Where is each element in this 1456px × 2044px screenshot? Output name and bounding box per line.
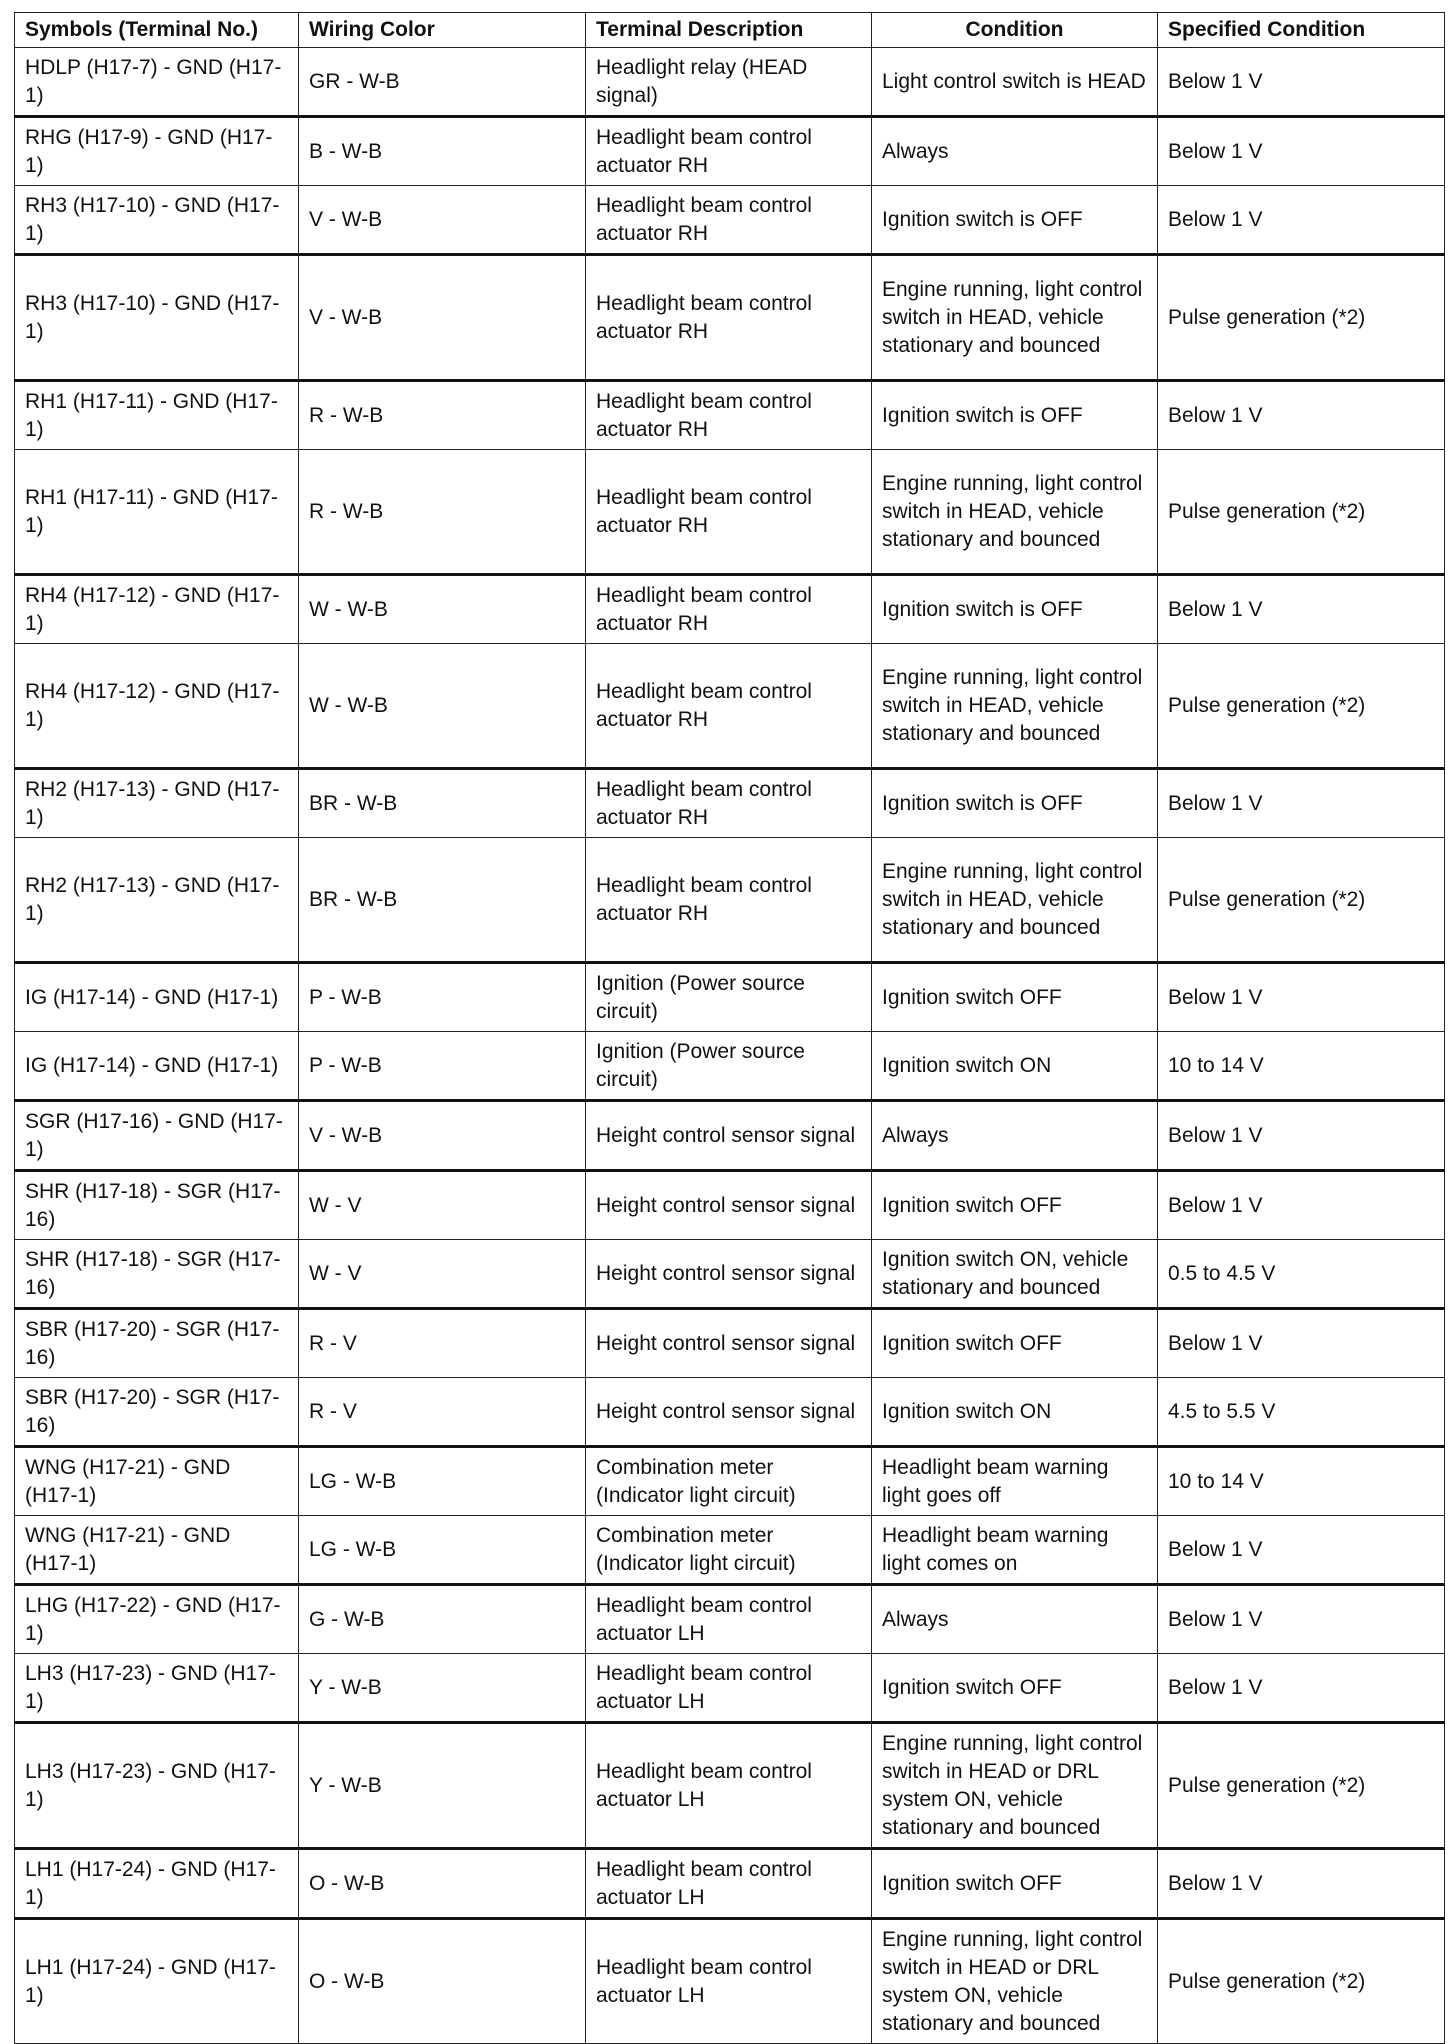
terminal-description-cell: Height control sensor signal bbox=[586, 1378, 872, 1447]
terminal-description-cell: Combination meter (Indicator light circuit) bbox=[586, 1516, 872, 1585]
terminal-description-cell: Height control sensor signal bbox=[586, 1240, 872, 1309]
condition-cell: Ignition switch is OFF bbox=[872, 575, 1158, 644]
symbols-cell: LH3 (H17-23) - GND (H17-1) bbox=[15, 1654, 299, 1723]
wiring-color-cell: P - W-B bbox=[299, 1032, 586, 1101]
table-row bbox=[15, 838, 1445, 963]
terminal-description-cell: Combination meter (Indicator light circuit) bbox=[586, 1447, 872, 1516]
terminal-description-cell: Headlight beam control actuator RH bbox=[586, 186, 872, 255]
terminal-description-cell: Headlight beam control actuator RH bbox=[586, 381, 872, 450]
header-specified-condition: Specified Condition bbox=[1158, 13, 1445, 48]
symbols-cell: HDLP (H17-7) - GND (H17-1) bbox=[15, 48, 299, 117]
terminal-description-cell: Headlight beam control actuator RH bbox=[586, 769, 872, 838]
terminal-description-cell: Height control sensor signal bbox=[586, 1101, 872, 1171]
table-row bbox=[15, 1919, 1445, 2044]
specified-condition-cell: Below 1 V bbox=[1158, 769, 1445, 838]
wiring-color-cell: BR - W-B bbox=[299, 769, 586, 838]
table-row bbox=[15, 1240, 1445, 1309]
wiring-color-cell: Y - W-B bbox=[299, 1654, 586, 1723]
table-row bbox=[15, 1723, 1445, 1849]
table-row bbox=[15, 255, 1445, 381]
condition-cell: Engine running, light control switch in HEAD or DRL system ON, vehicle stationary and bounced bbox=[872, 1723, 1158, 1849]
table-row bbox=[15, 1378, 1445, 1447]
specified-condition-cell: Below 1 V bbox=[1158, 1171, 1445, 1240]
symbols-cell: LH3 (H17-23) - GND (H17-1) bbox=[15, 1723, 299, 1849]
condition-cell: Always bbox=[872, 117, 1158, 186]
symbols-cell: WNG (H17-21) - GND (H17-1) bbox=[15, 1447, 299, 1516]
symbols-cell: LH1 (H17-24) - GND (H17-1) bbox=[15, 1919, 299, 2044]
symbols-cell: RH2 (H17-13) - GND (H17-1) bbox=[15, 838, 299, 963]
symbols-cell: RHG (H17-9) - GND (H17-1) bbox=[15, 117, 299, 186]
wiring-color-cell: GR - W-B bbox=[299, 48, 586, 117]
condition-cell: Engine running, light control switch in HEAD, vehicle stationary and bounced bbox=[872, 644, 1158, 769]
symbols-cell: SBR (H17-20) - SGR (H17-16) bbox=[15, 1378, 299, 1447]
terminal-specification-table bbox=[14, 12, 1445, 2044]
symbols-cell: SBR (H17-20) - SGR (H17-16) bbox=[15, 1309, 299, 1378]
symbols-cell: SHR (H17-18) - SGR (H17-16) bbox=[15, 1171, 299, 1240]
specified-condition-cell: 4.5 to 5.5 V bbox=[1158, 1378, 1445, 1447]
table-row bbox=[15, 381, 1445, 450]
specified-condition-cell: Below 1 V bbox=[1158, 381, 1445, 450]
condition-cell: Ignition switch OFF bbox=[872, 1654, 1158, 1723]
table-row bbox=[15, 186, 1445, 255]
condition-cell: Ignition switch ON bbox=[872, 1032, 1158, 1101]
symbols-cell: RH4 (H17-12) - GND (H17-1) bbox=[15, 644, 299, 769]
condition-cell: Always bbox=[872, 1585, 1158, 1654]
symbols-cell: IG (H17-14) - GND (H17-1) bbox=[15, 963, 299, 1032]
symbols-cell: RH2 (H17-13) - GND (H17-1) bbox=[15, 769, 299, 838]
symbols-cell: RH3 (H17-10) - GND (H17-1) bbox=[15, 255, 299, 381]
specified-condition-cell: Below 1 V bbox=[1158, 963, 1445, 1032]
condition-cell: Ignition switch is OFF bbox=[872, 186, 1158, 255]
condition-cell: Ignition switch OFF bbox=[872, 1171, 1158, 1240]
specified-condition-cell: 10 to 14 V bbox=[1158, 1032, 1445, 1101]
symbols-cell: WNG (H17-21) - GND (H17-1) bbox=[15, 1516, 299, 1585]
wiring-color-cell: V - W-B bbox=[299, 1101, 586, 1171]
symbols-cell: RH3 (H17-10) - GND (H17-1) bbox=[15, 186, 299, 255]
symbols-cell: SGR (H17-16) - GND (H17-1) bbox=[15, 1101, 299, 1171]
specified-condition-cell: Pulse generation (*2) bbox=[1158, 1919, 1445, 2044]
wiring-color-cell: R - V bbox=[299, 1309, 586, 1378]
symbols-cell: RH1 (H17-11) - GND (H17-1) bbox=[15, 450, 299, 575]
table-row bbox=[15, 1654, 1445, 1723]
condition-cell: Engine running, light control switch in HEAD, vehicle stationary and bounced bbox=[872, 838, 1158, 963]
wiring-color-cell: W - W-B bbox=[299, 575, 586, 644]
specified-condition-cell: Below 1 V bbox=[1158, 1101, 1445, 1171]
terminal-description-cell: Headlight beam control actuator RH bbox=[586, 450, 872, 575]
table-row bbox=[15, 575, 1445, 644]
table-header-row bbox=[15, 13, 1445, 48]
specified-condition-cell: Pulse generation (*2) bbox=[1158, 644, 1445, 769]
wiring-color-cell: LG - W-B bbox=[299, 1447, 586, 1516]
condition-cell: Ignition switch OFF bbox=[872, 1849, 1158, 1919]
terminal-description-cell: Headlight beam control actuator RH bbox=[586, 117, 872, 186]
condition-cell: Engine running, light control switch in HEAD or DRL system ON, vehicle stationary and bounced bbox=[872, 1919, 1158, 2044]
table-row bbox=[15, 1516, 1445, 1585]
table-row bbox=[15, 1171, 1445, 1240]
terminal-description-cell: Headlight beam control actuator LH bbox=[586, 1919, 872, 2044]
specified-condition-cell: Pulse generation (*2) bbox=[1158, 838, 1445, 963]
terminal-description-cell: Height control sensor signal bbox=[586, 1309, 872, 1378]
table-row bbox=[15, 1447, 1445, 1516]
specified-condition-cell: Pulse generation (*2) bbox=[1158, 255, 1445, 381]
terminal-description-cell: Headlight beam control actuator LH bbox=[586, 1849, 872, 1919]
symbols-cell: IG (H17-14) - GND (H17-1) bbox=[15, 1032, 299, 1101]
condition-cell: Ignition switch ON, vehicle stationary and bounced bbox=[872, 1240, 1158, 1309]
wiring-color-cell: R - W-B bbox=[299, 450, 586, 575]
terminal-description-cell: Headlight beam control actuator LH bbox=[586, 1723, 872, 1849]
wiring-color-cell: R - V bbox=[299, 1378, 586, 1447]
terminal-description-cell: Height control sensor signal bbox=[586, 1171, 872, 1240]
specified-condition-cell: 10 to 14 V bbox=[1158, 1447, 1445, 1516]
specified-condition-cell: Pulse generation (*2) bbox=[1158, 1723, 1445, 1849]
table-row bbox=[15, 963, 1445, 1032]
table-row bbox=[15, 1585, 1445, 1654]
specified-condition-cell: Below 1 V bbox=[1158, 1309, 1445, 1378]
table-row bbox=[15, 1032, 1445, 1101]
condition-cell: Always bbox=[872, 1101, 1158, 1171]
condition-cell: Light control switch is HEAD bbox=[872, 48, 1158, 117]
specified-condition-cell: Below 1 V bbox=[1158, 48, 1445, 117]
wiring-color-cell: V - W-B bbox=[299, 186, 586, 255]
condition-cell: Engine running, light control switch in HEAD, vehicle stationary and bounced bbox=[872, 450, 1158, 575]
specified-condition-cell: Below 1 V bbox=[1158, 1654, 1445, 1723]
terminal-description-cell: Headlight beam control actuator RH bbox=[586, 255, 872, 381]
terminal-description-cell: Headlight beam control actuator RH bbox=[586, 575, 872, 644]
condition-cell: Ignition switch is OFF bbox=[872, 381, 1158, 450]
specified-condition-cell: Below 1 V bbox=[1158, 1585, 1445, 1654]
table-row bbox=[15, 450, 1445, 575]
symbols-cell: SHR (H17-18) - SGR (H17-16) bbox=[15, 1240, 299, 1309]
terminal-description-cell: Headlight beam control actuator RH bbox=[586, 838, 872, 963]
header-symbols: Symbols (Terminal No.) bbox=[15, 13, 299, 48]
terminal-description-cell: Ignition (Power source circuit) bbox=[586, 963, 872, 1032]
header-terminal-description: Terminal Description bbox=[586, 13, 872, 48]
condition-cell: Ignition switch OFF bbox=[872, 963, 1158, 1032]
specified-condition-cell: Below 1 V bbox=[1158, 1516, 1445, 1585]
symbols-cell: RH4 (H17-12) - GND (H17-1) bbox=[15, 575, 299, 644]
condition-cell: Headlight beam warning light goes off bbox=[872, 1447, 1158, 1516]
specified-condition-cell: Pulse generation (*2) bbox=[1158, 450, 1445, 575]
wiring-color-cell: Y - W-B bbox=[299, 1723, 586, 1849]
condition-cell: Ignition switch is OFF bbox=[872, 769, 1158, 838]
wiring-color-cell: B - W-B bbox=[299, 117, 586, 186]
terminal-description-cell: Ignition (Power source circuit) bbox=[586, 1032, 872, 1101]
wiring-color-cell: W - V bbox=[299, 1240, 586, 1309]
header-condition: Condition bbox=[872, 13, 1158, 48]
table-row bbox=[15, 48, 1445, 117]
table-row bbox=[15, 644, 1445, 769]
specified-condition-cell: Below 1 V bbox=[1158, 575, 1445, 644]
terminal-description-cell: Headlight beam control actuator LH bbox=[586, 1585, 872, 1654]
terminal-description-cell: Headlight beam control actuator RH bbox=[586, 644, 872, 769]
wiring-color-cell: W - V bbox=[299, 1171, 586, 1240]
wiring-color-cell: G - W-B bbox=[299, 1585, 586, 1654]
terminal-description-cell: Headlight beam control actuator LH bbox=[586, 1654, 872, 1723]
symbols-cell: RH1 (H17-11) - GND (H17-1) bbox=[15, 381, 299, 450]
table-row bbox=[15, 1309, 1445, 1378]
specified-condition-cell: 0.5 to 4.5 V bbox=[1158, 1240, 1445, 1309]
table-row bbox=[15, 769, 1445, 838]
condition-cell: Ignition switch ON bbox=[872, 1378, 1158, 1447]
symbols-cell: LH1 (H17-24) - GND (H17-1) bbox=[15, 1849, 299, 1919]
table-body bbox=[15, 48, 1445, 2044]
header-wiring-color: Wiring Color bbox=[299, 13, 586, 48]
condition-cell: Headlight beam warning light comes on bbox=[872, 1516, 1158, 1585]
wiring-color-cell: V - W-B bbox=[299, 255, 586, 381]
table-row bbox=[15, 1849, 1445, 1919]
condition-cell: Ignition switch OFF bbox=[872, 1309, 1158, 1378]
terminal-description-cell: Headlight relay (HEAD signal) bbox=[586, 48, 872, 117]
wiring-color-cell: W - W-B bbox=[299, 644, 586, 769]
table-row bbox=[15, 1101, 1445, 1171]
wiring-color-cell: LG - W-B bbox=[299, 1516, 586, 1585]
condition-cell: Engine running, light control switch in HEAD, vehicle stationary and bounced bbox=[872, 255, 1158, 381]
wiring-color-cell: R - W-B bbox=[299, 381, 586, 450]
wiring-color-cell: O - W-B bbox=[299, 1919, 586, 2044]
specified-condition-cell: Below 1 V bbox=[1158, 1849, 1445, 1919]
symbols-cell: LHG (H17-22) - GND (H17-1) bbox=[15, 1585, 299, 1654]
wiring-color-cell: P - W-B bbox=[299, 963, 586, 1032]
table-row bbox=[15, 117, 1445, 186]
specified-condition-cell: Below 1 V bbox=[1158, 117, 1445, 186]
wiring-color-cell: O - W-B bbox=[299, 1849, 586, 1919]
wiring-color-cell: BR - W-B bbox=[299, 838, 586, 963]
specified-condition-cell: Below 1 V bbox=[1158, 186, 1445, 255]
